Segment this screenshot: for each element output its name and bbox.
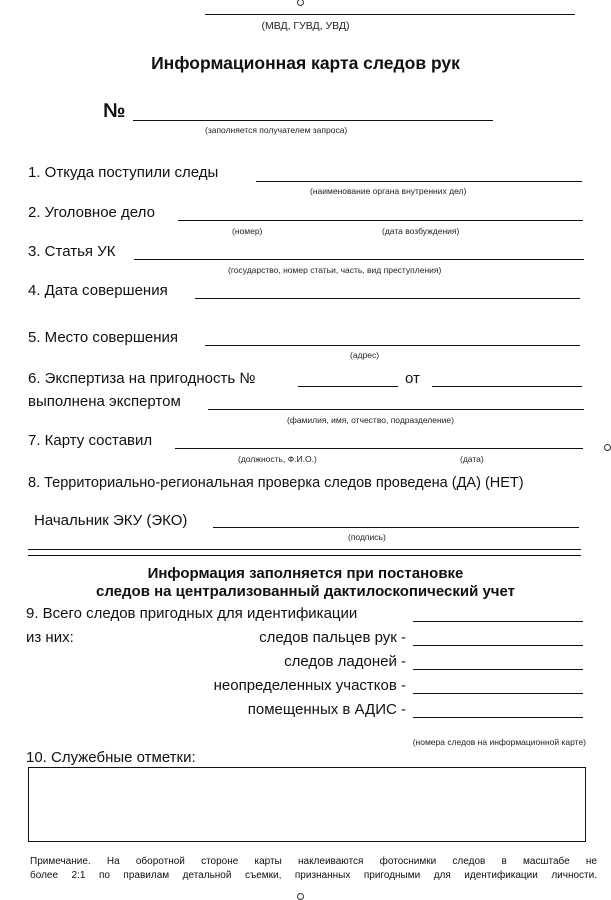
top-rule [205, 14, 575, 15]
field-5-hint: (адрес) [350, 350, 380, 360]
of-them-label: из них: [26, 629, 74, 646]
agency-caption: (МВД, ГУВД, УВД) [261, 20, 350, 32]
field-7-line[interactable] [175, 448, 583, 449]
field-2-hint-date: (дата возбуждения) [382, 226, 460, 236]
field-2-line[interactable] [178, 220, 583, 221]
field-5-label: 5. Место совершения [28, 329, 179, 346]
field-4-label: 4. Дата совершения [28, 282, 168, 299]
punch-hole-bottom [297, 893, 304, 900]
field-1-label: 1. Откуда поступили следы [28, 164, 219, 181]
field-6-number-line[interactable] [298, 386, 398, 387]
field-2-label: 2. Уголовное дело [28, 204, 155, 221]
chief-label: Начальник ЭКУ (ЭКО) [34, 512, 188, 529]
number-field[interactable] [133, 120, 493, 121]
field-7-hint-date: (дата) [460, 454, 484, 464]
punch-hole-right [604, 444, 611, 451]
field-9-line[interactable] [413, 621, 583, 622]
field-3-line[interactable] [134, 259, 584, 260]
divider-rule-2 [28, 555, 581, 556]
chief-signature-line[interactable] [213, 527, 579, 528]
field-3-hint: (государство, номер статьи, часть, вид преступления) [228, 265, 442, 275]
adis-label: помещенных в АДИС - [247, 701, 406, 718]
number-label: № [103, 100, 126, 122]
field-5-line[interactable] [205, 345, 580, 346]
field-6-label: 6. Экспертиза на пригодность № [28, 370, 256, 387]
divider-rule-1 [28, 549, 581, 550]
field-6-from: от [405, 370, 420, 387]
fingers-line[interactable] [413, 645, 583, 646]
form-title: Информационная карта следов рук [151, 53, 460, 73]
field-9-label: 9. Всего следов пригодных для идентификации [26, 605, 358, 622]
adis-hint: (номера следов на информационной карте) [412, 737, 586, 747]
service-marks-label: 10. Служебные отметки: [26, 749, 196, 766]
chief-hint: (подпись) [348, 532, 386, 542]
registration-heading-2: следов на централизованный дактилоскопический учет [96, 583, 515, 600]
number-hint: (заполняется получателем запроса) [205, 125, 348, 135]
field-6-date-line[interactable] [432, 386, 582, 387]
punch-hole-top [297, 0, 304, 6]
adis-line[interactable] [413, 717, 583, 718]
footnote-line-2: более 2:1 по правилам детальной съемки, признанных пригодными для идентификации личности. [30, 870, 597, 881]
field-4-line[interactable] [195, 298, 580, 299]
undefined-areas-label: неопределенных участков - [213, 677, 406, 694]
registration-heading-1: Информация заполняется при постановке [147, 565, 464, 582]
field-6-expert-line[interactable] [208, 409, 584, 410]
field-1-hint: (наименование органа внутренних дел) [310, 186, 467, 196]
field-7-hint-position: (должность, Ф.И.О.) [238, 454, 317, 464]
field-1-line[interactable] [256, 181, 582, 182]
fingers-label: следов пальцев рук - [259, 629, 406, 646]
palms-label: следов ладоней - [284, 653, 406, 670]
footnote-line-1: Примечание. На оборотной стороне карты наклеиваются фотоснимки следов в масштабе не [30, 856, 597, 867]
field-8-label: 8. Территориально-региональная проверка следов проведена (ДА) (НЕТ) [28, 475, 524, 491]
undefined-areas-line[interactable] [413, 693, 583, 694]
field-6-hint: (фамилия, имя, отчество, подразделение) [287, 415, 454, 425]
field-3-label: 3. Статья УК [28, 243, 116, 260]
field-2-hint-number: (номер) [232, 226, 263, 236]
palms-line[interactable] [413, 669, 583, 670]
service-marks-box[interactable] [28, 767, 586, 842]
field-6-expert-label: выполнена экспертом [28, 393, 181, 410]
field-7-label: 7. Карту составил [28, 432, 153, 449]
